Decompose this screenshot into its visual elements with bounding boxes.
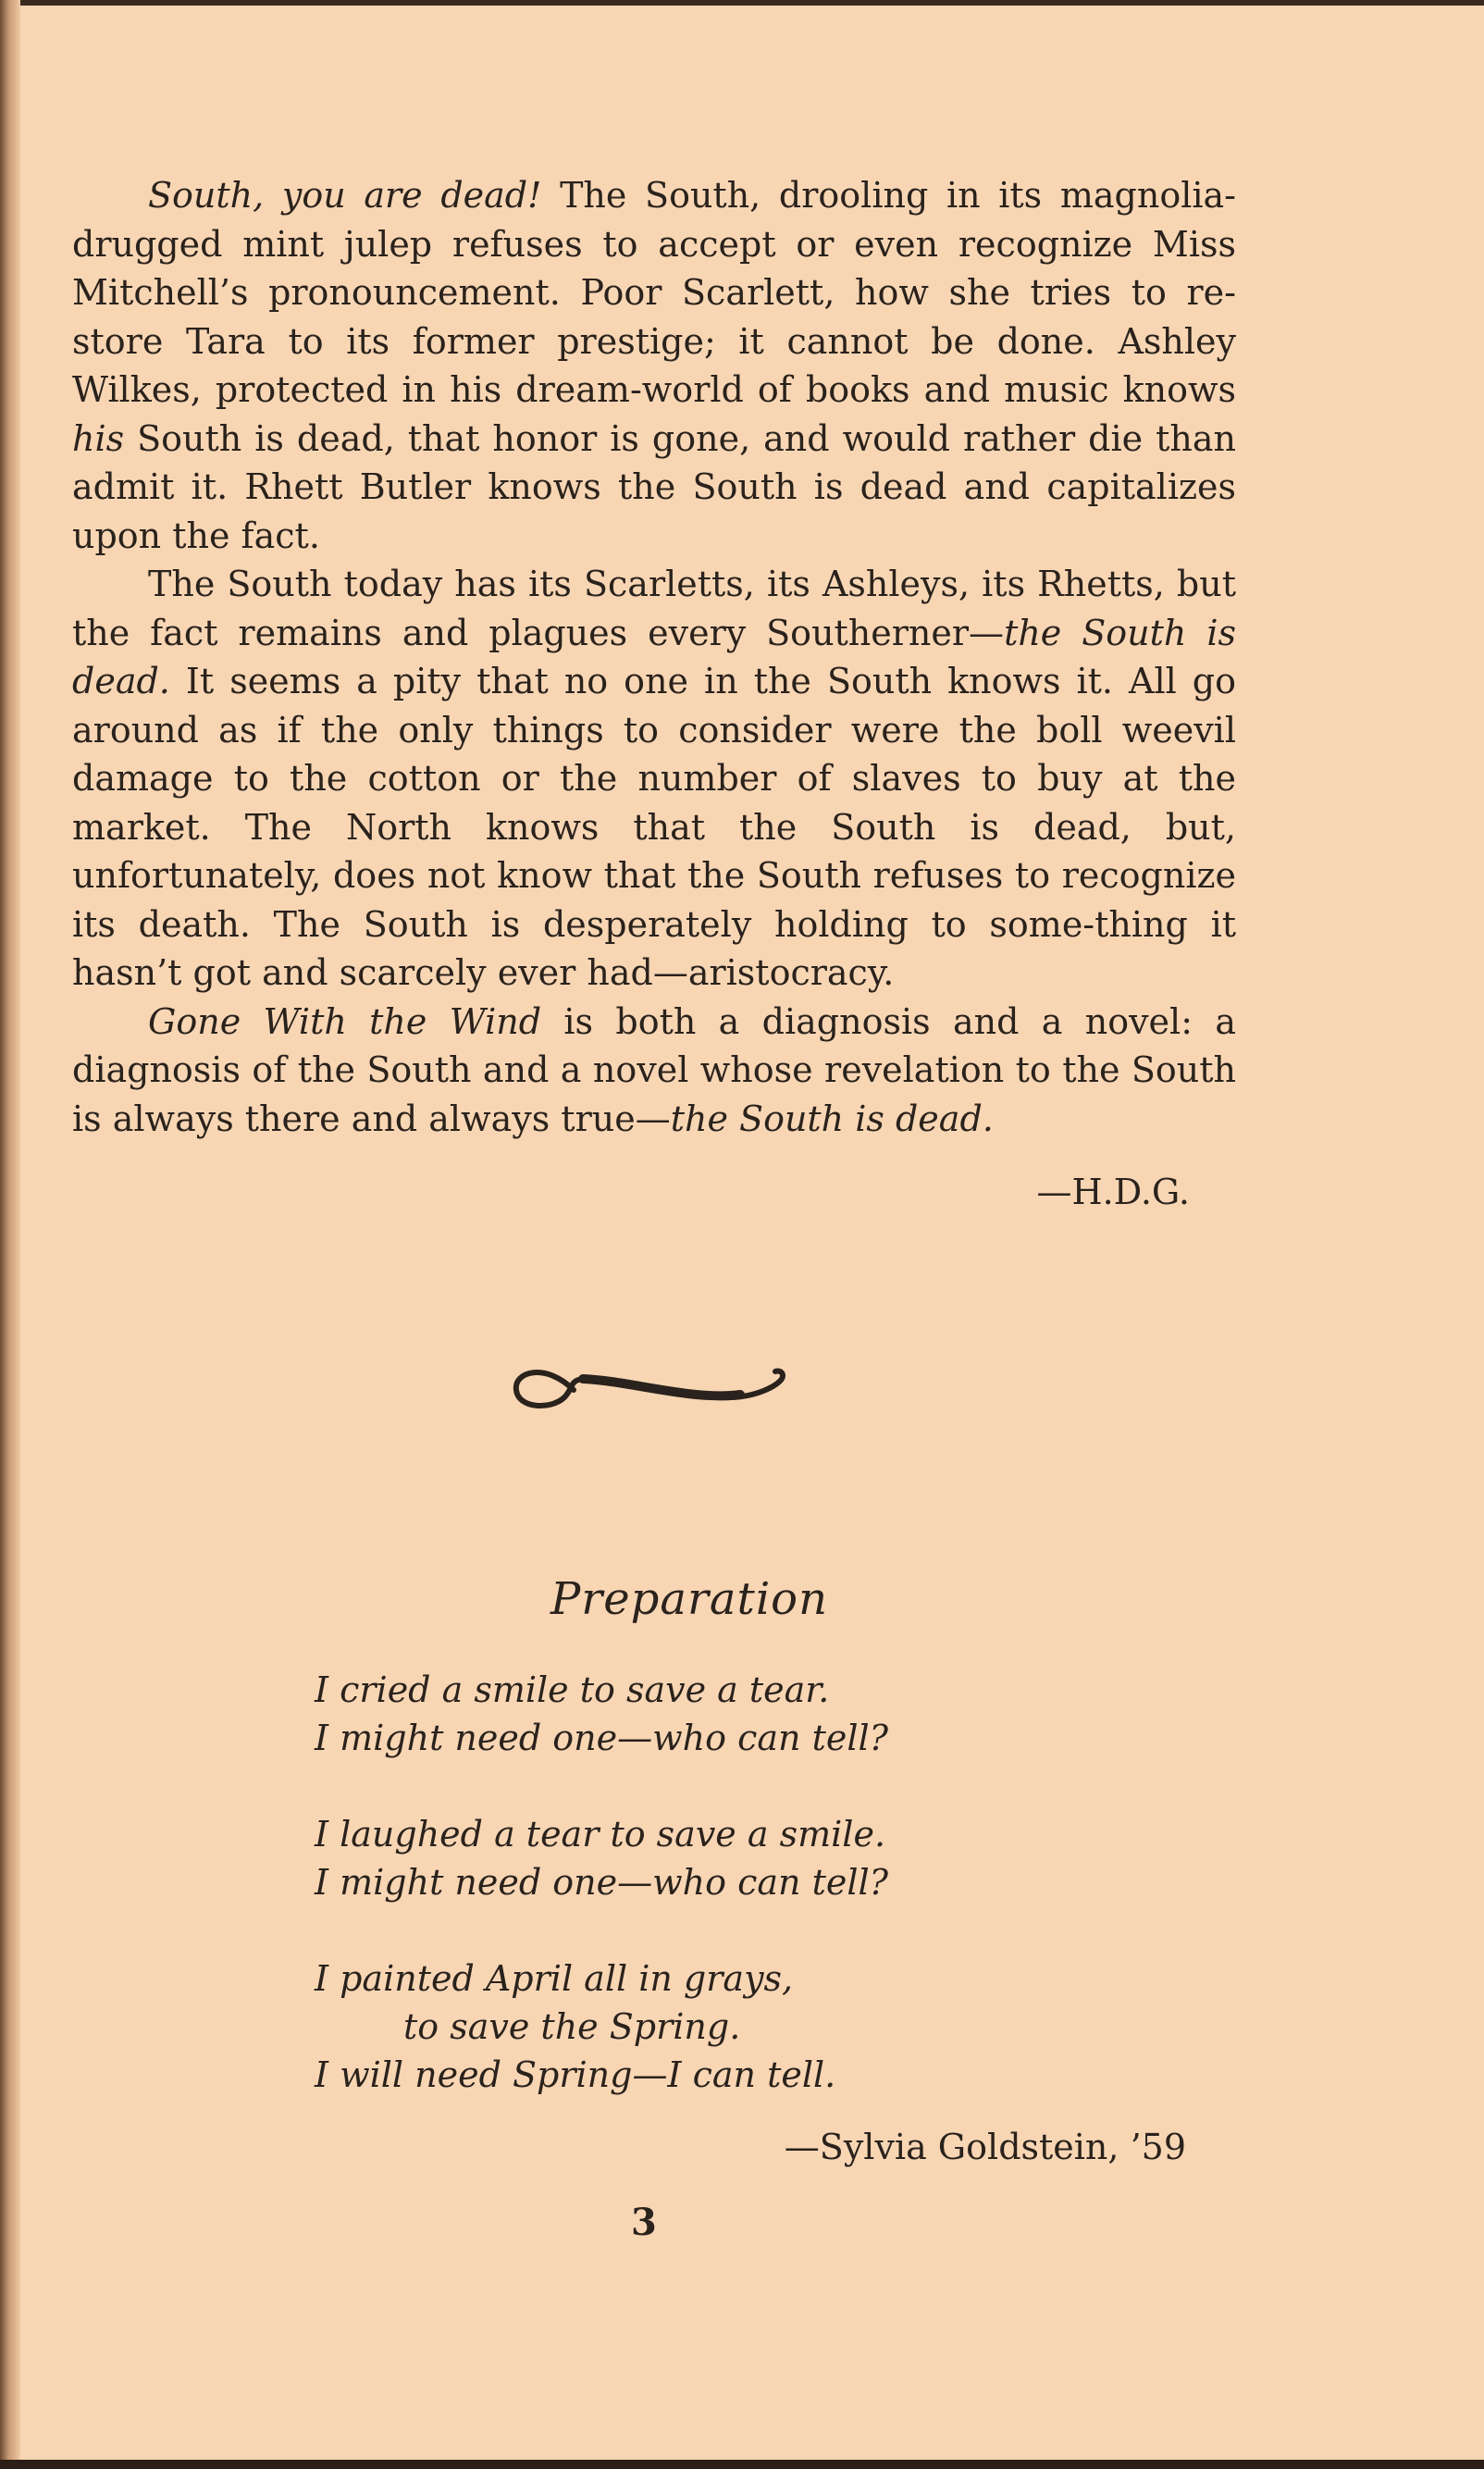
page-binding-edge xyxy=(0,0,20,2469)
essay-text-run: the South is dead. xyxy=(72,612,1236,701)
poem-line: I cried a smile to save a tear. xyxy=(315,1669,830,1710)
poem-line: I will need Spring—I can tell. xyxy=(315,2054,836,2095)
essay-text-run: The South, drooling in its magnolia-drugged mint julep refuses to accept or even recognize Miss Mitchell’s pronouncement. Poor Scarlett, how she tries to re-store Tara to its former prestige; it cannot be done. Ashley Wilkes, protected in his dream-world of books and music knows xyxy=(72,175,1236,410)
essay-paragraph xyxy=(72,560,1236,998)
essay-text-run: is both a diagnosis and a novel: a diagnosis of the South and a novel whose revelation to the South is always there and always true— xyxy=(72,1000,1236,1139)
essay-text-run: his xyxy=(72,417,125,459)
flourish-ornament-icon xyxy=(509,1344,796,1418)
poem-line: I might need one—who can tell? xyxy=(315,1862,889,1903)
poem-line: I might need one—who can tell? xyxy=(315,1718,889,1758)
essay-text-run: Gone With the Wind xyxy=(148,1000,542,1042)
page-top-edge xyxy=(0,0,1484,6)
page-number: 3 xyxy=(631,2201,657,2244)
stanza-break xyxy=(315,1762,1147,1810)
essay-text-run: The South today has its Scarletts, its Ashleys, its Rhetts, but the fact remains and plagues every Southerner— xyxy=(72,564,1236,653)
essay-paragraph xyxy=(72,171,1236,560)
poem-line: I painted April all in grays, xyxy=(315,1958,794,1999)
essay-text-run: the South is dead. xyxy=(670,1098,994,1139)
poem-author: —Sylvia Goldstein, ’59 xyxy=(784,2127,1186,2167)
essay-signoff: —H.D.G. xyxy=(1036,1172,1190,1212)
poem-title: Preparation xyxy=(550,1573,828,1625)
poem-line-indented: to save the Spring. xyxy=(403,2006,741,2047)
page-bottom-edge xyxy=(0,2460,1484,2469)
poem-line: I laughed a tear to save a smile. xyxy=(315,1814,886,1855)
poem-body xyxy=(315,1666,1147,2099)
essay xyxy=(72,171,1236,1143)
essay-text-run: South, you are dead! xyxy=(148,175,542,216)
essay-text-run: It seems a pity that no one in the South knows it. All go around as if the only things to consider were the boll weevil damage to the cotton or the number of slaves to buy at the market. The North knows that the South is dead, but, unfortunately, does not know that the South refuses to recognize its death. The South is desperately holding to some-thing it hasn’t got and scarcely ever had—aristocracy. xyxy=(72,661,1236,993)
essay-text-run: South is dead, that honor is gone, and would rather die than admit it. Rhett Butler knows the South is dead and capitalizes upon the fact. xyxy=(72,417,1236,556)
essay-paragraph xyxy=(72,998,1236,1144)
stanza-break xyxy=(315,1906,1147,1954)
